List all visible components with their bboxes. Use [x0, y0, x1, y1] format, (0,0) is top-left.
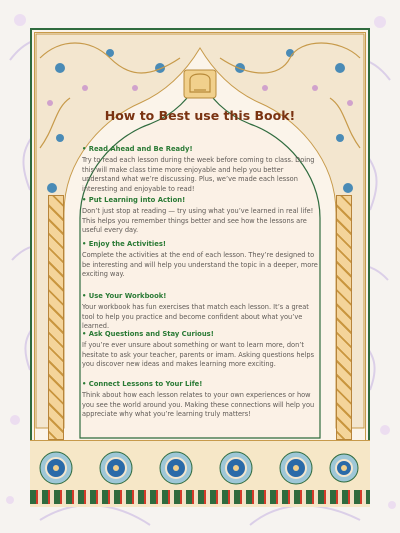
bottom-decorative-strip: [30, 490, 370, 504]
section-text: Your workbook has fun exercises that match each lesson. It’s a great tool to help you practice and become confident about what you’ve learned.: [82, 303, 309, 331]
section-heading: • Enjoy the Activities!: [82, 240, 167, 248]
section-heading: • Read Ahead and Be Ready!: [82, 145, 193, 153]
section-text: If you’re ever unsure about something or want to learn more, don’t hesitate to ask your teacher, parents or imam. Asking questions helps you discover new ideas and makes learning more exciting.: [82, 341, 315, 369]
section-heading: • Ask Questions and Stay Curious!: [82, 330, 214, 338]
section-put-learning: [82, 196, 320, 236]
section-heading: • Use Your Workbook!: [82, 292, 167, 300]
section-ask-questions: [82, 330, 320, 370]
page-title: How to Best use this Book!: [104, 108, 296, 123]
medallion-row: [30, 444, 370, 494]
right-side-band: [336, 195, 352, 440]
section-text: Try to read each lesson during the week before coming to class. Doing this will make class time more enjoyable and help you better understand what we’re discussing. Plus, we’ve made each lesson interesting and enjoyable to read!: [82, 156, 315, 193]
section-connect-lessons: [82, 380, 320, 420]
section-heading: • Put Learning into Action!: [82, 196, 186, 204]
section-read-ahead: [82, 145, 320, 194]
section-heading: • Connect Lessons to Your Life!: [82, 380, 203, 388]
section-text: Think about how each lesson relates to your own experiences or how you see the world around you. Making these connections will help you appreciate why what you’re learning truly matters!: [82, 391, 315, 419]
section-text: Don’t just stop at reading — try using what you’ve learned in real life! This helps you remember things better and see how the lessons are useful every day.: [82, 207, 314, 235]
section-activities: [82, 240, 320, 280]
section-workbook: [82, 292, 320, 332]
section-text: Complete the activities at the end of each lesson. They’re designed to be interesting and will help you understand the topic in a deeper, more exciting way.: [82, 251, 318, 279]
left-side-band: [48, 195, 64, 440]
